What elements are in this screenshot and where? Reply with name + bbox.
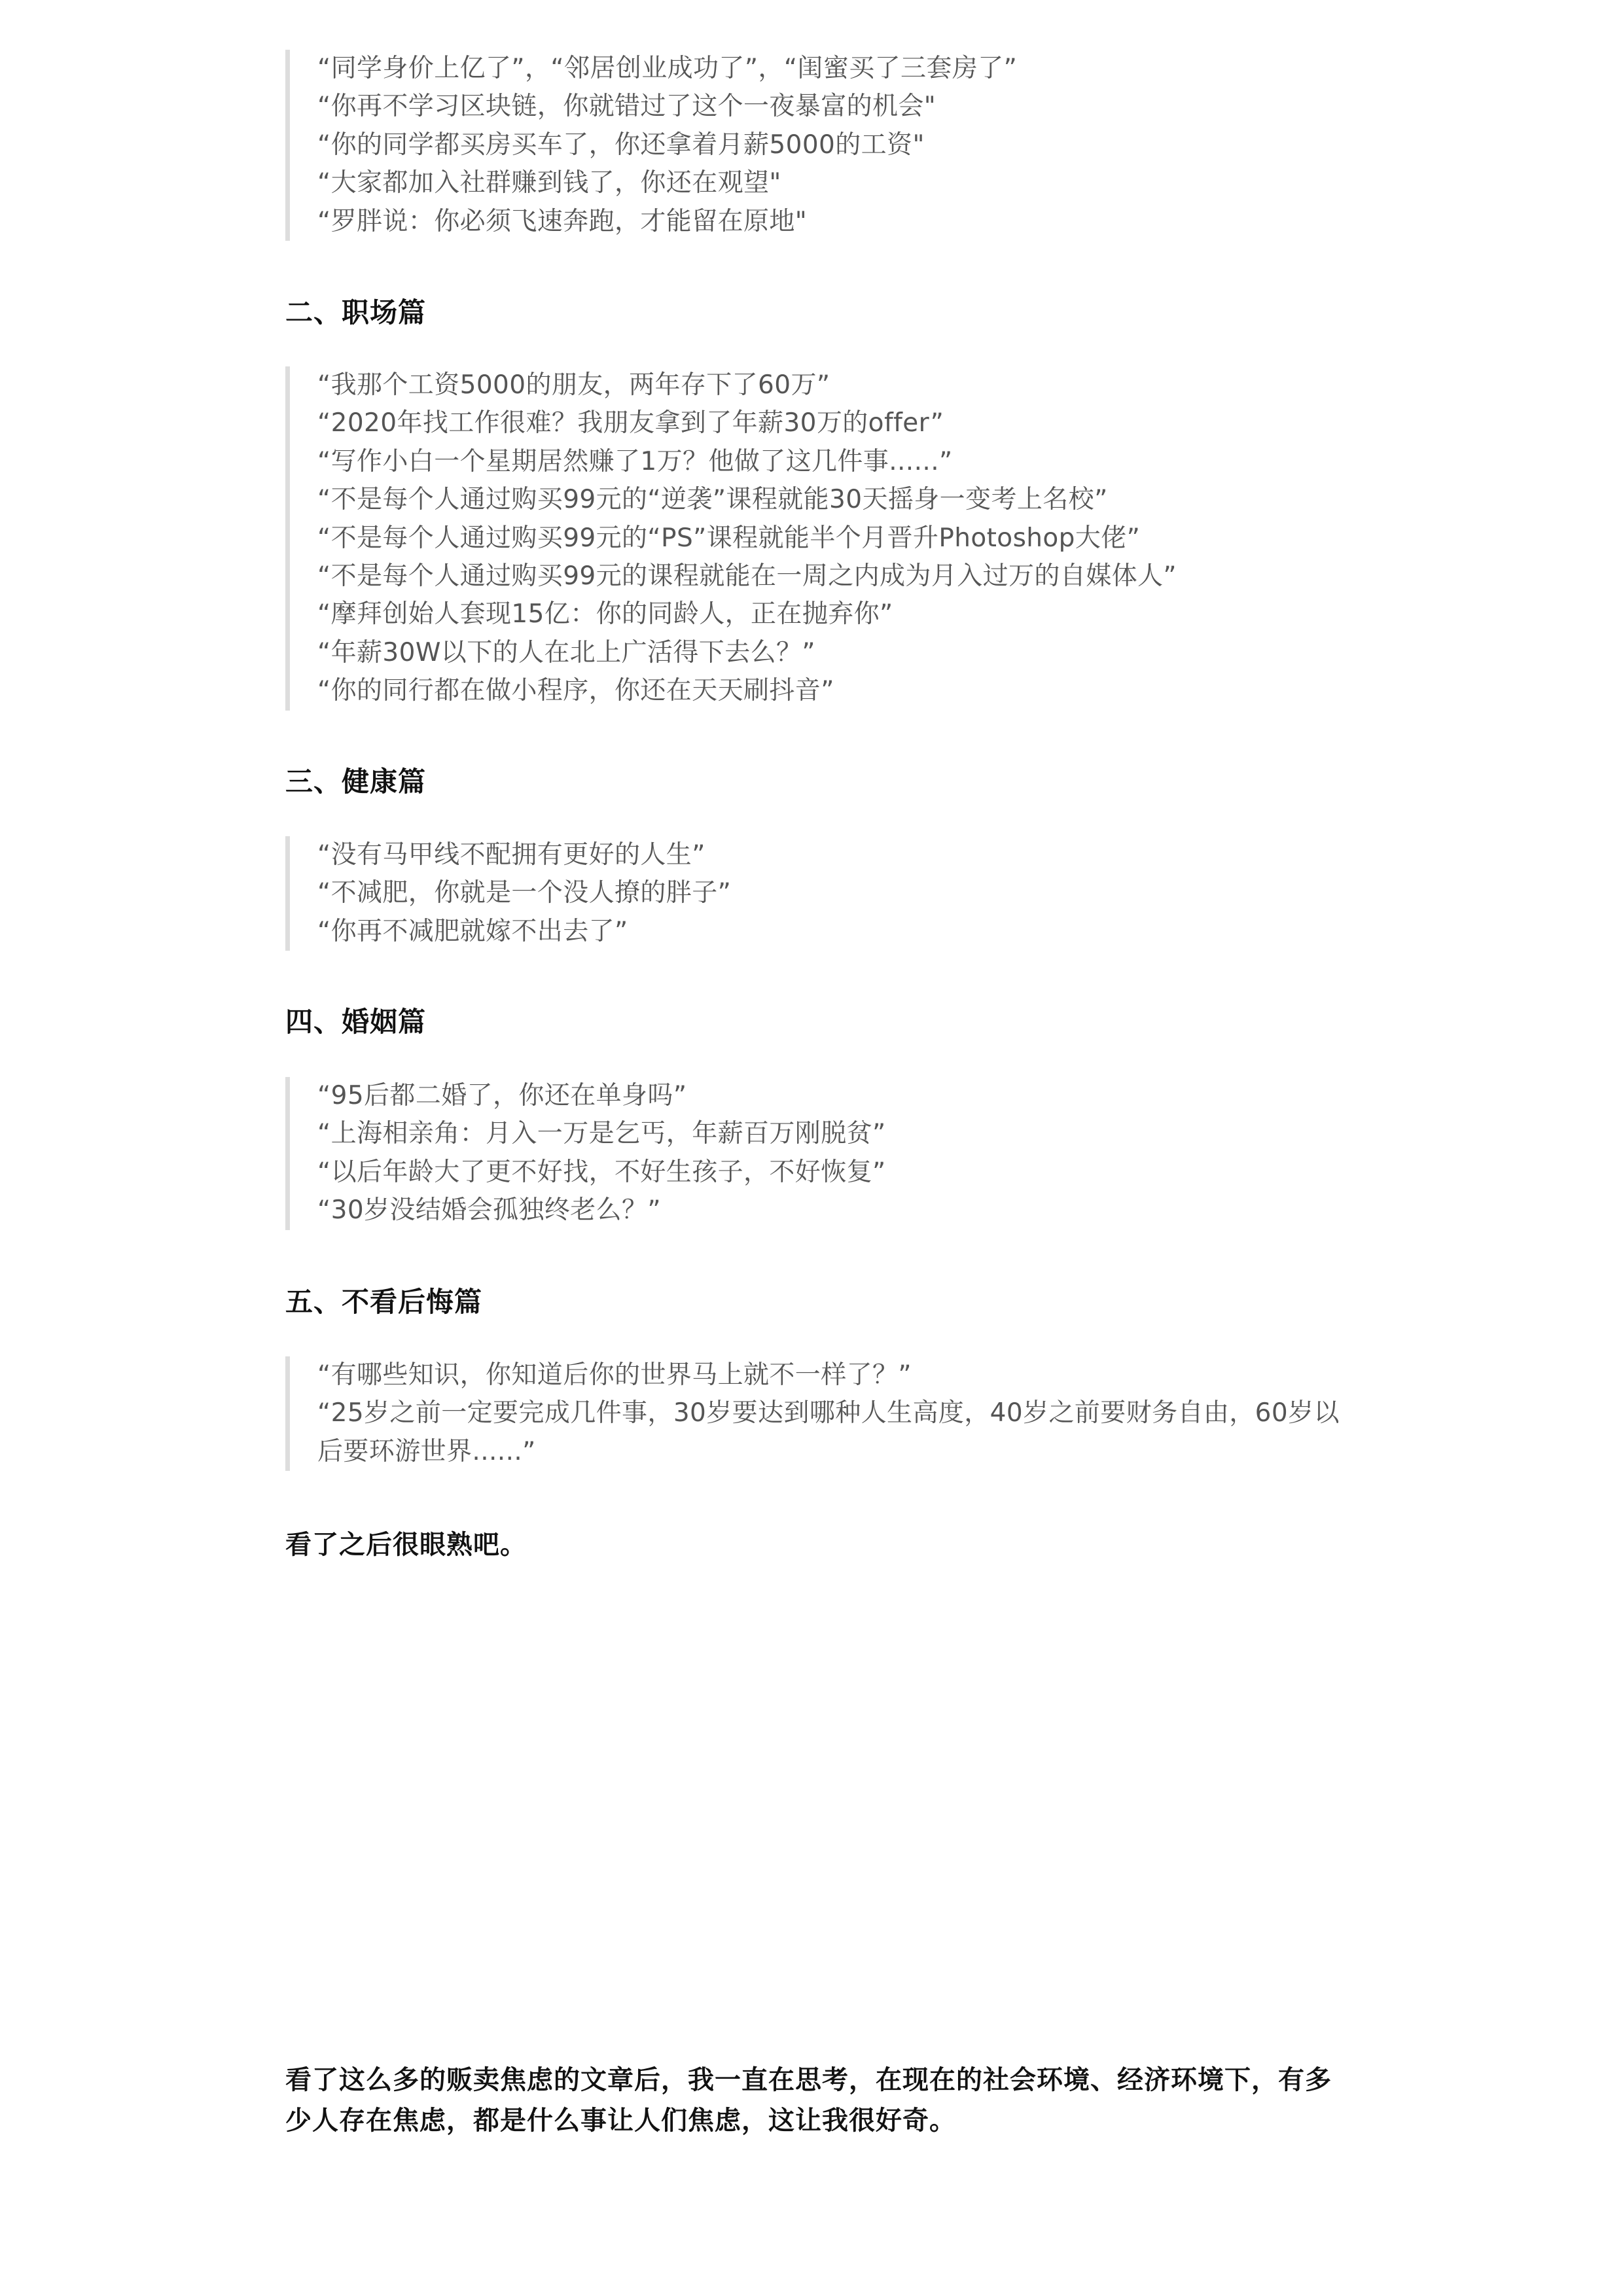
blockquote-no-regret (285, 1356, 1352, 1471)
quote-line: “同学身价上亿了”，“邻居创业成功了”，“闺蜜买了三套房了” (317, 54, 1018, 83)
closing-paragraph: 看了这么多的贩卖焦虑的文章后，我一直在思考，在现在的社会环境、经济环境下，有多少人存在焦虑，都是什么事让人们焦虑，这让我很好奇。 (285, 2065, 1332, 2136)
quote-line: “写作小白一个星期居然赚了1万？他做了这几件事......” (317, 446, 953, 476)
section-heading-marriage: 四、婚姻篇 (285, 1006, 427, 1038)
quote-line: “30岁没结婚会孤独终老么？” (317, 1195, 662, 1226)
quote-line: “你的同行都在做小程序，你还在天天刷抖音” (317, 676, 834, 706)
quote-line: “你再不减肥就嫁不出去了” (317, 916, 628, 946)
quote-line: “以后年龄大了更不好找，不好生孩子，不好恢复” (317, 1157, 886, 1187)
quote-line: “大家都加入社群赚到钱了，你还在观望" (317, 168, 781, 198)
quote-line: “不是每个人通过购买99元的课程就能在一周之内成为月入过万的自媒体人” (317, 561, 1177, 592)
section-heading-workplace: 二、职场篇 (285, 296, 427, 328)
blockquote-intro (285, 50, 1352, 241)
quote-line: “不是每个人通过购买99元的“逆袭”课程就能30天摇身一变考上名校” (317, 485, 1108, 515)
blockquote-marriage (285, 1077, 1352, 1230)
quote-line: “你的同学都买房买车了，你还拿着月薪5000的工资" (317, 130, 925, 160)
quote-line: “摩拜创始人套现15亿：你的同龄人，正在抛弃你” (317, 599, 893, 629)
quote-line: “2020年找工作很难？我朋友拿到了年薪30万的offer” (317, 408, 944, 438)
quote-line: “上海相亲角：月入一万是乞丐，年薪百万刚脱贫” (317, 1119, 886, 1149)
section-heading-no-regret: 五、不看后悔篇 (285, 1286, 483, 1318)
blockquote-health (285, 836, 1352, 951)
quote-line: “25岁之前一定要完成几件事，30岁要达到哪种人生高度，40岁之前要财务自由，60岁以后要环游世界......” (317, 1398, 1340, 1466)
quote-line: “没有马甲线不配拥有更好的人生” (317, 840, 705, 870)
remark-paragraph: 看了之后很眼熟吧。 (285, 1530, 527, 1560)
quote-line: “你再不学习区块链，你就错过了这个一夜暴富的机会" (317, 92, 936, 122)
quote-line: “我那个工资5000的朋友，两年存下了60万” (317, 370, 830, 400)
quote-line: “有哪些知识，你知道后你的世界马上就不一样了？” (317, 1360, 912, 1390)
section-heading-health: 三、健康篇 (285, 766, 427, 798)
quote-line: “95后都二婚了，你还在单身吗” (317, 1081, 687, 1110)
quote-line: “年薪30W以下的人在北上广活得下去么？” (317, 637, 815, 667)
quote-line: “不是每个人通过购买99元的“PS”课程就能半个月晋升Photoshop大佬” (317, 523, 1141, 553)
blockquote-workplace (285, 366, 1352, 711)
quote-line: “不减肥，你就是一个没人撩的胖子” (317, 878, 732, 908)
quote-line: “罗胖说：你必须飞速奔跑，才能留在原地" (317, 206, 808, 236)
